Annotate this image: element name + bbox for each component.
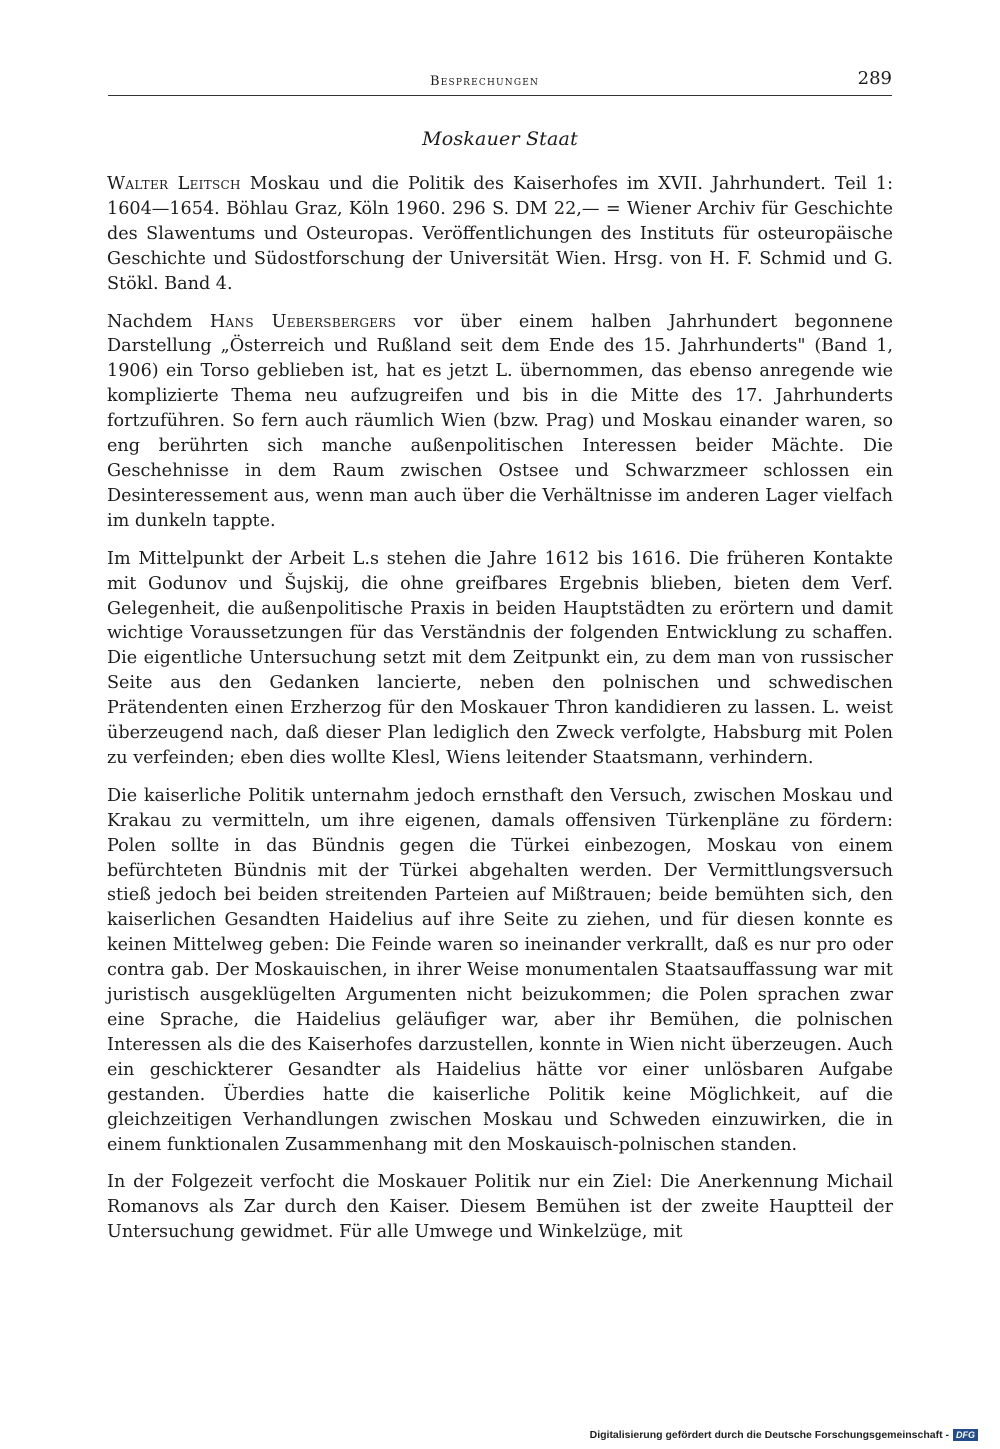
paragraph-1 bbox=[107, 310, 893, 534]
header-rule bbox=[108, 95, 892, 96]
citation-text: Moskau und die Politik des Kaiserhofes im XVII. Jahrhundert. Teil 1: 1604—1654. Böhlau Graz, Köln 1960. 296 S. DM 22,— = Wiener Archiv für Geschichte des Slawentums und Osteuropas. Veröffentlichungen des Instituts für osteuropäische Geschichte und Südostforschung der Universität Wien. Hrsg. von H. F. Schmid und G. Stökl. Band 4. bbox=[107, 174, 893, 294]
running-title: Besprechungen bbox=[430, 74, 540, 89]
running-header bbox=[108, 68, 892, 94]
citation-author: Walter Leitsch bbox=[107, 174, 241, 194]
section-title: Moskauer Staat bbox=[422, 128, 578, 150]
review-body bbox=[107, 172, 893, 1258]
paragraph-4: In der Folgezeit verfocht die Moskauer Politik nur ein Ziel: Die Anerkennung Michail Romanovs als Zar durch den Kaiser. Diesem Bemühen ist der zweite Hauptteil der Untersuchung gewidmet. Für alle Umwege und Winkelzüge, mit bbox=[107, 1172, 893, 1243]
page-number: 289 bbox=[857, 68, 892, 89]
paragraph-1-start: Nachdem bbox=[107, 311, 210, 332]
paragraph-2: Im Mittelpunkt der Arbeit L.s stehen die Jahre 1612 bis 1616. Die früheren Kontakte mit Godunov und Šujskij, die ohne greifbares Ergebnis blieben, bieten dem Verf. Gelegenheit, die außenpolitische Praxis in beiden Hauptstädten zu erörtern und damit wichtige Voraussetzungen für das Verständnis der folgenden Entwicklung zu schaffen. Die eigentliche Untersuchung setzt mit dem Zeitpunkt ein, zu dem man von russischer Seite aus den Gedanken lancierte, neben den polnischen und schwedischen Prätendenten einen Erzherzog für den Moskauer Thron kandidieren zu lassen. L. weist überzeugend nach, daß dieser Plan lediglich den Zweck verfolgte, Habsburg mit Polen zu verfeinden; eben dies wollte Klesl, Wiens leitender Staatsmann, verhindern. bbox=[107, 548, 893, 768]
digitization-footer bbox=[590, 1429, 978, 1441]
paragraph-1-rest: vor über einem halben Jahrhundert begonnene Darstellung „Österreich und Rußland seit dem Ende des 15. Jahrhunderts" (Band 1, 1906) ein Torso geblieben ist, hat es jetzt L. übernommen, das ebenso anregende wie komplizierte Thema neu aufzugreifen und bis in die Mitte des 17. Jahrhunderts fortzuführen. So fern auch räumlich Wien (bzw. Prag) und Moskau einander waren, so eng berührten sich manche außenpolitischen Interessen beider Mächte. Die Geschehnisse in dem Raum zwischen Ostsee und Schwarzmeer schlossen ein Desinteressement aus, wenn man auch über die Verhältnisse im anderen Lager vielfach im dunkeln tappte. bbox=[107, 311, 893, 531]
citation bbox=[107, 172, 893, 297]
dfg-logo: DFG bbox=[953, 1429, 978, 1441]
cited-name: Hans Uebersbergers bbox=[209, 311, 397, 332]
footer-text: Digitalisierung gefördert durch die Deutsche Forschungsgemeinschaft - bbox=[589, 1429, 949, 1441]
paragraph-3: Die kaiserliche Politik unternahm jedoch ernsthaft den Versuch, zwischen Moskau und Krakau zu vermitteln, um ihre eigenen, damals offensiven Türkenpläne zu fördern: Polen sollte in das Bündnis gegen die Türkei einbezogen, Moskau von einem befürchteten Bündnis mit der Türkei abgehalten werden. Der Vermittlungsversuch stieß jedoch bei beiden streitenden Parteien auf Mißtrauen; beide bemühten sich, den kaiserlichen Gesandten Haidelius auf ihre Seite zu ziehen, und für diesen konnte es keinen Mittelweg geben: Die Feinde waren so ineinander verkrallt, daß es nur pro oder contra gab. Der Moskauischen, in ihrer Weise monumentalen Staatsauffassung war mit juristisch ausgeklügelten Argumenten nicht beizukommen; die Polen sprachen zwar eine Sprache, die Haidelius geläufiger war, aber ihr Bemühen, die polnischen Interessen als die des Kaiserhofes darzustellen, konnte in Wien nicht überzeugen. Auch ein geschickterer Gesandter als Haidelius hätte vor einer unlösbaren Aufgabe gestanden. Überdies hatte die kaiserliche Politik keine Möglichkeit, auf die gleichzeitigen Verhandlungen zwischen Moskau und Schweden einzuwirken, die in einem funktionalen Zusammenhang mit den Moskauisch-polnischen standen. bbox=[107, 785, 893, 1155]
